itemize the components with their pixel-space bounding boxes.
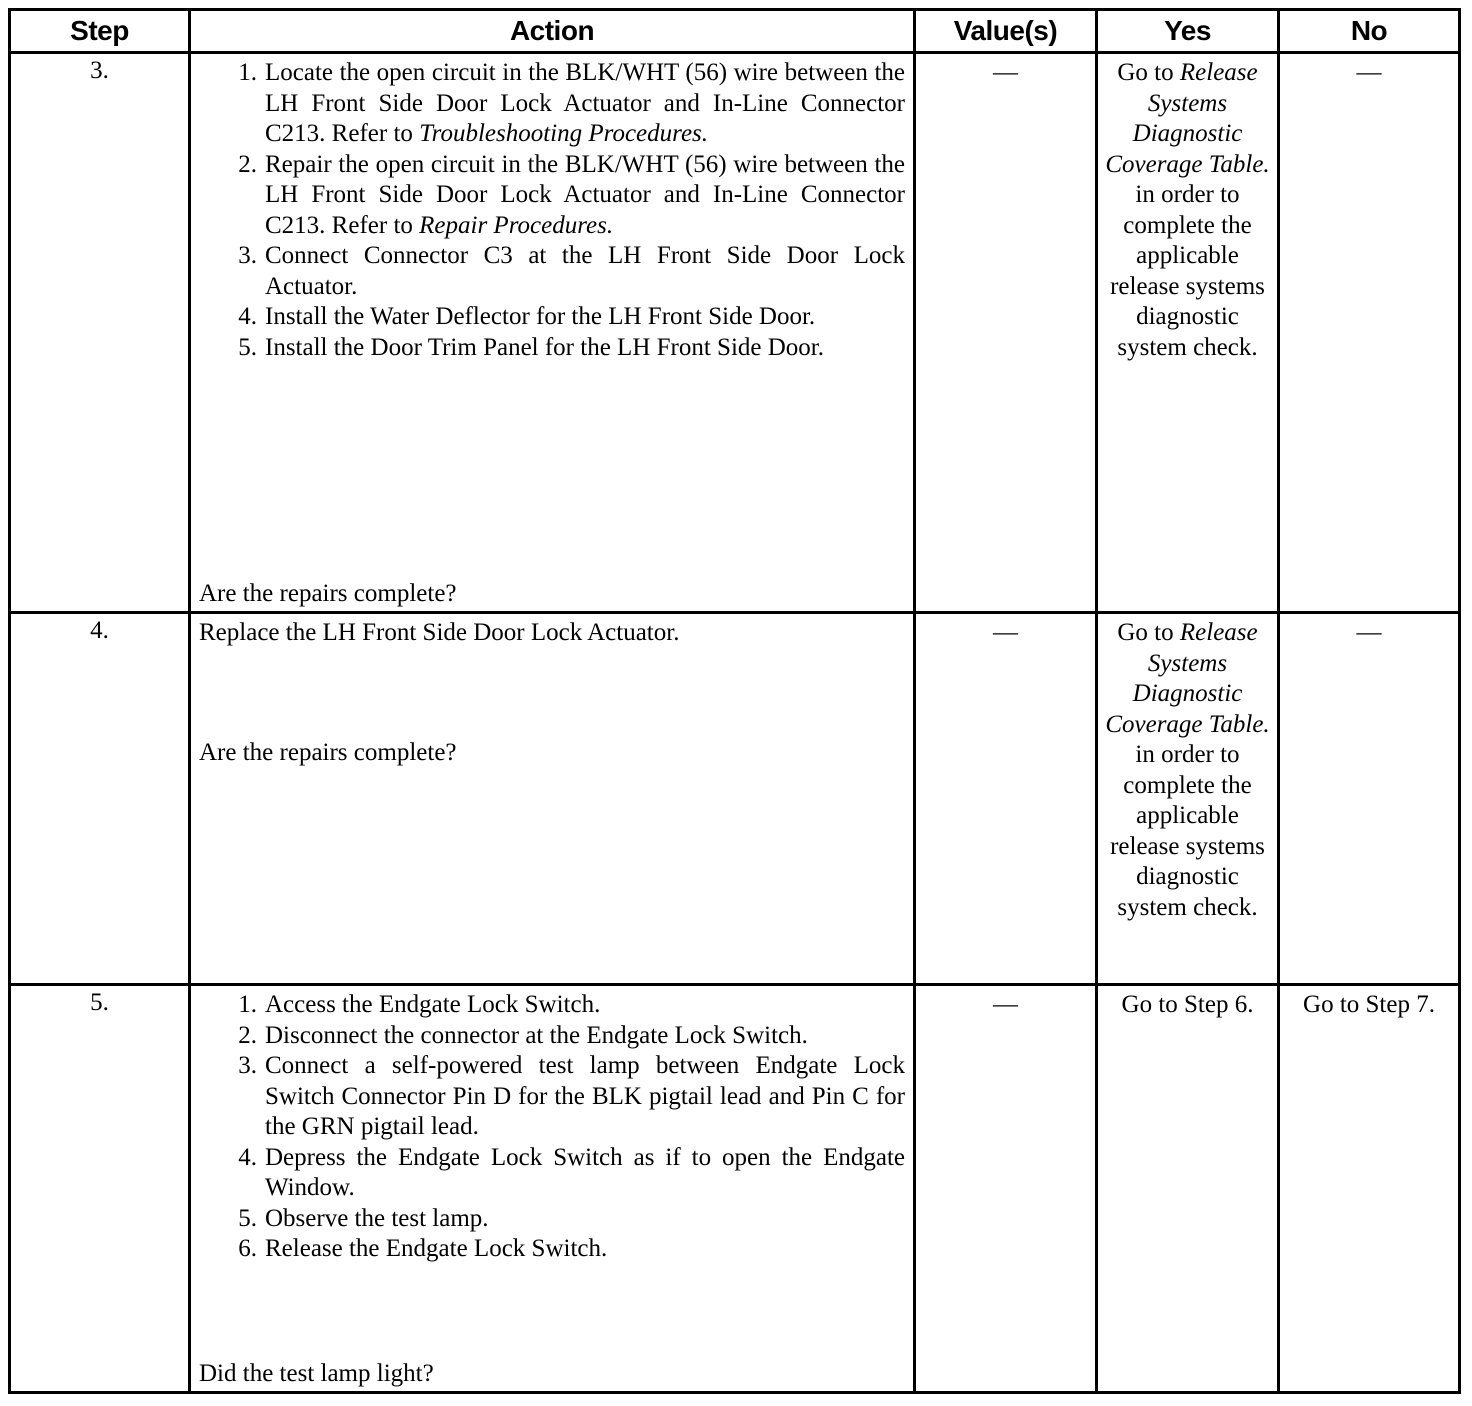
action-cell [190, 613, 915, 985]
item-text: Connect Connector C3 at the LH Front Side Door Lock Actuator. [265, 242, 905, 300]
yes-cell: Go to Release Systems Diagnostic Coverage Table. in order to complete the applicable release systems diagnostic system check. [1097, 613, 1279, 985]
values-cell: — [915, 985, 1097, 1393]
item-text: Install the Door Trim Panel for the LH Front Side Door. [265, 333, 824, 361]
no-cell: — [1279, 53, 1460, 613]
list-item [199, 1021, 905, 1052]
item-number: 3. [238, 1052, 257, 1079]
no-cell: — [1279, 613, 1460, 985]
step-cell [10, 613, 190, 985]
yes-cell: Go to Step 6. [1097, 985, 1279, 1393]
header-yes: Yes [1097, 10, 1279, 53]
list-item [199, 241, 905, 302]
item-number: 1. [238, 59, 257, 86]
list-item [199, 58, 905, 150]
item-text: Repair the open circuit in the BLK/WHT (56) wire between the LH Front Side Door Lock Actuator and In-Line Connector C213. Refer to Repair Procedures. [265, 150, 905, 239]
list-item [199, 333, 905, 364]
list-item [199, 1051, 905, 1143]
values-cell: — [915, 613, 1097, 985]
action-steps-list [199, 990, 905, 1265]
table-row [10, 53, 1460, 613]
procedure-reference: Repair Procedures. [419, 211, 614, 239]
item-number: 6. [238, 1235, 257, 1262]
item-number: 5. [238, 333, 257, 361]
coverage-table-reference: Release Systems Diagnostic Coverage Table. [1105, 59, 1270, 178]
action-cell [190, 53, 915, 613]
step-number: 5. [90, 989, 109, 1016]
item-text: Depress the Endgate Lock Switch as if to open the Endgate Window. [265, 1143, 905, 1201]
table-row [10, 613, 1460, 985]
header-row [10, 10, 1460, 53]
list-item [199, 1234, 905, 1265]
question-text: Are the repairs complete? [199, 579, 457, 607]
coverage-table-reference: Release Systems Diagnostic Coverage Table. [1105, 619, 1270, 738]
yes-cell: Go to Release Systems Diagnostic Coverage Table. in order to complete the applicable release systems diagnostic system check. [1097, 53, 1279, 613]
item-number: 5. [238, 1204, 257, 1232]
item-text: Release the Endgate Lock Switch. [265, 1235, 608, 1262]
item-number: 3. [238, 242, 257, 269]
item-number: 2. [238, 150, 257, 178]
item-text: Connect a self-powered test lamp between Endgate Lock Switch Connector Pin D for the BLK pigtail lead and Pin C for the GRN pigtail lead. [265, 1052, 905, 1140]
step-cell [10, 985, 190, 1393]
item-number: 4. [238, 1143, 257, 1171]
list-item [199, 1204, 905, 1235]
action-steps-list [199, 58, 905, 363]
list-item [199, 150, 905, 242]
header-action: Action [190, 10, 915, 53]
procedure-reference: Troubleshooting Procedures. [419, 120, 709, 147]
item-text: Locate the open circuit in the BLK/WHT (56) wire between the LH Front Side Door Lock Actuator and In-Line Connector C213. Refer to Troubleshooting Procedures. [265, 59, 905, 147]
question-text: Did the test lamp light? [199, 1359, 434, 1387]
item-number: 4. [238, 303, 257, 330]
header-values: Value(s) [915, 10, 1097, 53]
list-item [199, 302, 905, 333]
action-text: Replace the LH Front Side Door Lock Actuator. [199, 619, 680, 646]
table-row [10, 985, 1460, 1393]
list-item [199, 1143, 905, 1204]
values-cell: — [915, 53, 1097, 613]
item-text: Install the Water Deflector for the LH Front Side Door. [265, 303, 816, 330]
diagnostic-table [8, 8, 1461, 1394]
question-text: Are the repairs complete? [199, 739, 457, 766]
item-number: 2. [238, 1021, 257, 1049]
step-number: 3. [90, 57, 109, 84]
item-text: Disconnect the connector at the Endgate Lock Switch. [265, 1021, 808, 1049]
list-item [199, 990, 905, 1021]
no-cell: Go to Step 7. [1279, 985, 1460, 1393]
header-step: Step [10, 10, 190, 53]
step-number: 4. [90, 617, 109, 644]
item-text: Observe the test lamp. [265, 1204, 489, 1232]
header-no: No [1279, 10, 1460, 53]
step-cell [10, 53, 190, 613]
action-cell [190, 985, 915, 1393]
item-text: Access the Endgate Lock Switch. [265, 991, 601, 1018]
item-number: 1. [238, 991, 257, 1018]
